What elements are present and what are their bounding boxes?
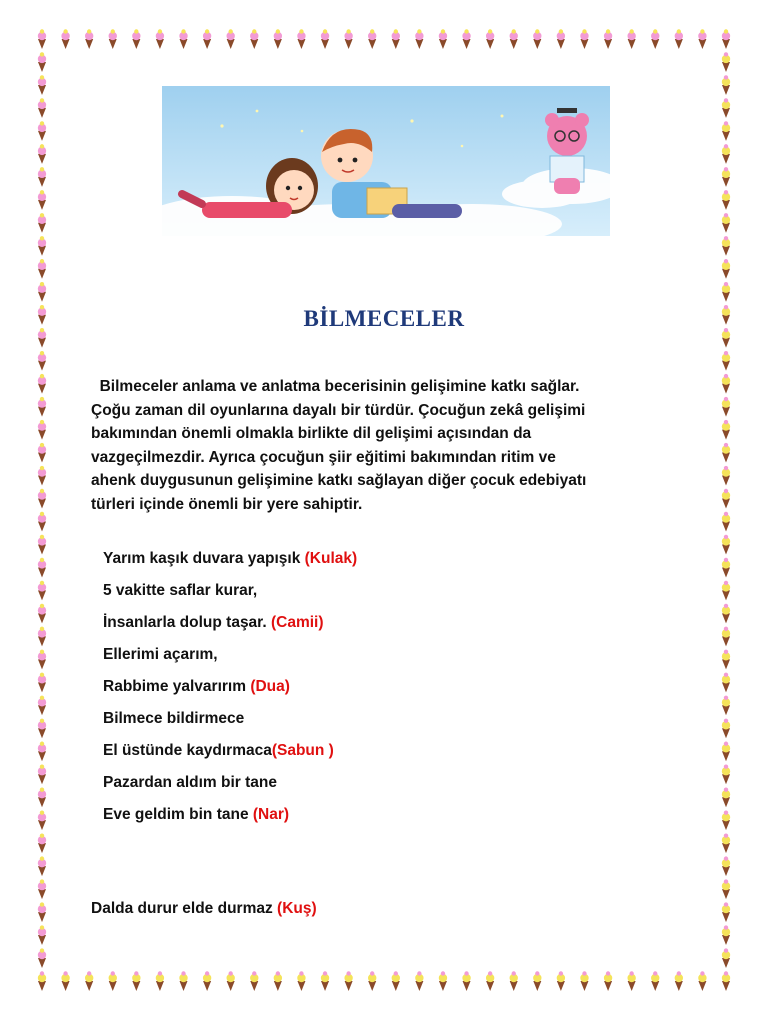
riddle-answer: (Nar) bbox=[252, 806, 290, 823]
children-reading-illustration bbox=[162, 86, 610, 236]
ice-cream-cone-icon bbox=[38, 719, 46, 739]
ice-cream-cone-icon bbox=[38, 696, 46, 716]
ice-cream-cone-icon bbox=[462, 971, 470, 991]
riddle-text: Dalda durur elde durmaz bbox=[91, 900, 278, 917]
ice-cream-cone-icon bbox=[85, 971, 93, 991]
riddle-text: Yarım kaşık duvara yapışık bbox=[103, 550, 305, 567]
ice-cream-cone-icon bbox=[722, 420, 730, 440]
riddle-line bbox=[103, 612, 357, 644]
ice-cream-cone-icon bbox=[61, 29, 69, 49]
ice-cream-cone-icon bbox=[722, 833, 730, 853]
ice-cream-cone-icon bbox=[38, 742, 46, 762]
ice-cream-cone-icon bbox=[722, 787, 730, 807]
riddle-answer: (Kuş) bbox=[277, 900, 317, 917]
ice-cream-cone-icon bbox=[627, 971, 635, 991]
ice-cream-cone-icon bbox=[38, 466, 46, 486]
intro-line: Çoğu zaman dil oyunlarına dayalı bir türdür. Çocuğun zekâ gelişimi bbox=[91, 401, 586, 419]
ice-cream-cone-icon bbox=[510, 971, 518, 991]
ice-cream-cone-icon bbox=[297, 29, 305, 49]
ice-cream-cone-icon bbox=[439, 29, 447, 49]
ice-cream-cone-icon bbox=[38, 351, 46, 371]
intro-line: Bilmeceler anlama ve anlatma becerisinin gelişimine katkı sağlar. bbox=[91, 378, 580, 395]
ice-cream-cone-icon bbox=[38, 75, 46, 95]
riddle-text: Rabbime yalvarırım bbox=[103, 678, 251, 695]
ice-cream-cone-icon bbox=[462, 29, 470, 49]
ice-cream-cone-icon bbox=[38, 650, 46, 670]
ice-cream-cone-icon bbox=[38, 397, 46, 417]
ice-cream-cone-icon bbox=[38, 443, 46, 463]
intro-line: bakımından önemli olmakla birlikte dil gelişimi açısından da bbox=[91, 425, 532, 442]
ice-cream-cone-icon bbox=[651, 971, 659, 991]
ice-cream-cone-icon bbox=[722, 696, 730, 716]
ice-cream-cone-icon bbox=[368, 29, 376, 49]
intro-paragraph bbox=[91, 375, 681, 516]
ice-cream-cone-icon bbox=[722, 351, 730, 371]
ice-cream-cone-icon bbox=[38, 627, 46, 647]
ice-cream-cone-icon bbox=[297, 971, 305, 991]
ice-cream-cone-icon bbox=[580, 971, 588, 991]
ice-cream-cone-icon bbox=[722, 282, 730, 302]
ice-cream-cone-icon bbox=[722, 75, 730, 95]
ice-cream-cone-icon bbox=[722, 581, 730, 601]
ice-cream-cone-icon bbox=[38, 925, 46, 945]
ice-cream-cone-icon bbox=[722, 971, 730, 991]
ice-cream-cone-icon bbox=[156, 29, 164, 49]
ice-cream-cone-icon bbox=[722, 742, 730, 762]
ice-cream-cone-icon bbox=[604, 971, 612, 991]
riddle-line bbox=[103, 708, 357, 740]
ice-cream-cone-icon bbox=[226, 971, 234, 991]
ice-cream-cone-icon bbox=[179, 971, 187, 991]
ice-cream-cone-icon bbox=[722, 925, 730, 945]
ice-cream-cone-icon bbox=[675, 971, 683, 991]
ice-cream-cone-icon bbox=[557, 29, 565, 49]
ice-cream-cone-icon bbox=[38, 98, 46, 118]
ice-cream-cone-icon bbox=[698, 971, 706, 991]
ice-cream-cone-icon bbox=[38, 29, 46, 49]
ice-cream-cone-icon bbox=[722, 719, 730, 739]
ice-cream-cone-icon bbox=[722, 604, 730, 624]
riddle-answer: (Dua) bbox=[250, 678, 290, 695]
ice-cream-cone-icon bbox=[557, 971, 565, 991]
ice-cream-cone-icon bbox=[722, 443, 730, 463]
ice-cream-cone-icon bbox=[722, 673, 730, 693]
riddle-line bbox=[103, 804, 357, 836]
ice-cream-cone-icon bbox=[38, 879, 46, 899]
ice-cream-cone-icon bbox=[274, 971, 282, 991]
ice-cream-cone-icon bbox=[722, 765, 730, 785]
riddle-text: Ellerimi açarım, bbox=[103, 646, 218, 663]
ice-cream-cone-icon bbox=[38, 52, 46, 72]
ice-cream-cone-icon bbox=[698, 29, 706, 49]
ice-cream-cone-icon bbox=[533, 971, 541, 991]
ice-cream-cone-icon bbox=[722, 489, 730, 509]
ice-cream-cone-icon bbox=[38, 581, 46, 601]
ice-cream-cone-icon bbox=[38, 833, 46, 853]
ice-cream-cone-icon bbox=[722, 29, 730, 49]
ice-cream-cone-icon bbox=[722, 397, 730, 417]
ice-cream-cone-icon bbox=[722, 98, 730, 118]
ice-cream-cone-icon bbox=[722, 512, 730, 532]
ice-cream-cone-icon bbox=[722, 558, 730, 578]
ice-cream-cone-icon bbox=[344, 29, 352, 49]
ice-cream-cone-icon bbox=[85, 29, 93, 49]
ice-cream-cone-icon bbox=[392, 29, 400, 49]
ice-cream-cone-icon bbox=[38, 787, 46, 807]
ice-cream-cone-icon bbox=[38, 374, 46, 394]
ice-cream-cone-icon bbox=[250, 29, 258, 49]
ice-cream-cone-icon bbox=[722, 810, 730, 830]
riddle-text: Pazardan aldım bir tane bbox=[103, 774, 277, 791]
ice-cream-cone-icon bbox=[722, 948, 730, 968]
ice-cream-cone-icon bbox=[38, 144, 46, 164]
ice-cream-cone-icon bbox=[132, 971, 140, 991]
ice-cream-cone-icon bbox=[510, 29, 518, 49]
ice-cream-cone-icon bbox=[38, 765, 46, 785]
ice-cream-cone-icon bbox=[722, 190, 730, 210]
ice-cream-cone-icon bbox=[675, 29, 683, 49]
ice-cream-cone-icon bbox=[722, 213, 730, 233]
ice-cream-cone-icon bbox=[38, 420, 46, 440]
riddle-text: Eve geldim bin tane bbox=[103, 806, 253, 823]
ice-cream-cone-icon bbox=[321, 971, 329, 991]
ice-cream-cone-icon bbox=[722, 374, 730, 394]
ice-cream-cone-icon bbox=[344, 971, 352, 991]
ice-cream-cone-icon bbox=[580, 29, 588, 49]
ice-cream-cone-icon bbox=[38, 512, 46, 532]
ice-cream-cone-icon bbox=[392, 971, 400, 991]
riddle-line bbox=[103, 548, 357, 580]
ice-cream-cone-icon bbox=[38, 236, 46, 256]
ice-cream-cone-icon bbox=[38, 902, 46, 922]
riddle-text: 5 vakitte saflar kurar, bbox=[103, 582, 258, 599]
ice-cream-cone-icon bbox=[38, 167, 46, 187]
ice-cream-cone-icon bbox=[722, 236, 730, 256]
ice-cream-cone-icon bbox=[226, 29, 234, 49]
ice-cream-cone-icon bbox=[38, 558, 46, 578]
ice-cream-cone-icon bbox=[38, 810, 46, 830]
ice-cream-cone-icon bbox=[38, 604, 46, 624]
ice-cream-cone-icon bbox=[38, 489, 46, 509]
ice-cream-cone-icon bbox=[109, 29, 117, 49]
ice-cream-cone-icon bbox=[533, 29, 541, 49]
riddle-answer: (Kulak) bbox=[304, 550, 358, 567]
ice-cream-cone-icon bbox=[722, 259, 730, 279]
riddle-text: Bilmece bildirmece bbox=[103, 710, 245, 727]
ice-cream-cone-icon bbox=[722, 466, 730, 486]
ice-cream-cone-icon bbox=[38, 535, 46, 555]
riddle-line bbox=[103, 772, 357, 804]
ice-cream-cone-icon bbox=[722, 856, 730, 876]
ice-cream-cone-icon bbox=[38, 856, 46, 876]
ice-cream-cone-icon bbox=[722, 535, 730, 555]
ice-cream-cone-icon bbox=[722, 52, 730, 72]
ice-cream-cone-icon bbox=[321, 29, 329, 49]
intro-line: vazgeçilmezdir. Ayrıca çocuğun şiir eğitimi bakımından ritim ve bbox=[91, 448, 556, 466]
ice-cream-cone-icon bbox=[203, 971, 211, 991]
ice-cream-cone-icon bbox=[274, 29, 282, 49]
ice-cream-cone-icon bbox=[368, 971, 376, 991]
ice-cream-cone-icon bbox=[722, 627, 730, 647]
riddle-line bbox=[103, 676, 357, 708]
riddle-list bbox=[103, 548, 357, 836]
ice-cream-cone-icon bbox=[722, 121, 730, 141]
final-riddle bbox=[91, 900, 317, 918]
ice-cream-cone-icon bbox=[250, 971, 258, 991]
riddle-text: İnsanlarla dolup taşar. bbox=[103, 614, 271, 631]
ice-cream-cone-icon bbox=[486, 971, 494, 991]
ice-cream-cone-icon bbox=[109, 971, 117, 991]
ice-cream-cone-icon bbox=[38, 282, 46, 302]
ice-cream-cone-icon bbox=[61, 971, 69, 991]
ice-cream-cone-icon bbox=[722, 167, 730, 187]
ice-cream-cone-icon bbox=[651, 29, 659, 49]
riddle-line bbox=[103, 740, 357, 772]
riddle-line bbox=[103, 644, 357, 676]
ice-cream-cone-icon bbox=[722, 879, 730, 899]
intro-line: türleri içinde önemli bir yere sahiptir. bbox=[91, 495, 363, 513]
page-title: BİLMECELER bbox=[303, 306, 465, 331]
ice-cream-cone-icon bbox=[203, 29, 211, 49]
riddle-text: El üstünde kaydırmaca bbox=[103, 742, 272, 759]
ice-cream-cone-icon bbox=[38, 673, 46, 693]
ice-cream-cone-icon bbox=[722, 144, 730, 164]
ice-cream-cone-icon bbox=[156, 971, 164, 991]
ice-cream-cone-icon bbox=[38, 213, 46, 233]
ice-cream-cone-icon bbox=[439, 971, 447, 991]
intro-line: ahenk duygusunun gelişimine katkı sağlayan diğer çocuk edebiyatı bbox=[91, 472, 587, 489]
riddle-answer: (Sabun ) bbox=[271, 742, 334, 759]
ice-cream-cone-icon bbox=[722, 650, 730, 670]
riddle-line bbox=[103, 580, 357, 612]
ice-cream-cone-icon bbox=[132, 29, 140, 49]
ice-cream-cone-icon bbox=[38, 190, 46, 210]
ice-cream-cone-icon bbox=[415, 971, 423, 991]
riddle-answer: (Camii) bbox=[270, 614, 324, 631]
ice-cream-cone-icon bbox=[38, 259, 46, 279]
ice-cream-cone-icon bbox=[38, 121, 46, 141]
ice-cream-cone-icon bbox=[627, 29, 635, 49]
ice-cream-cone-icon bbox=[722, 902, 730, 922]
ice-cream-cone-icon bbox=[38, 948, 46, 968]
ice-cream-cone-icon bbox=[179, 29, 187, 49]
ice-cream-cone-icon bbox=[38, 971, 46, 991]
ice-cream-cone-icon bbox=[486, 29, 494, 49]
ice-cream-cone-icon bbox=[604, 29, 612, 49]
ice-cream-cone-icon bbox=[415, 29, 423, 49]
